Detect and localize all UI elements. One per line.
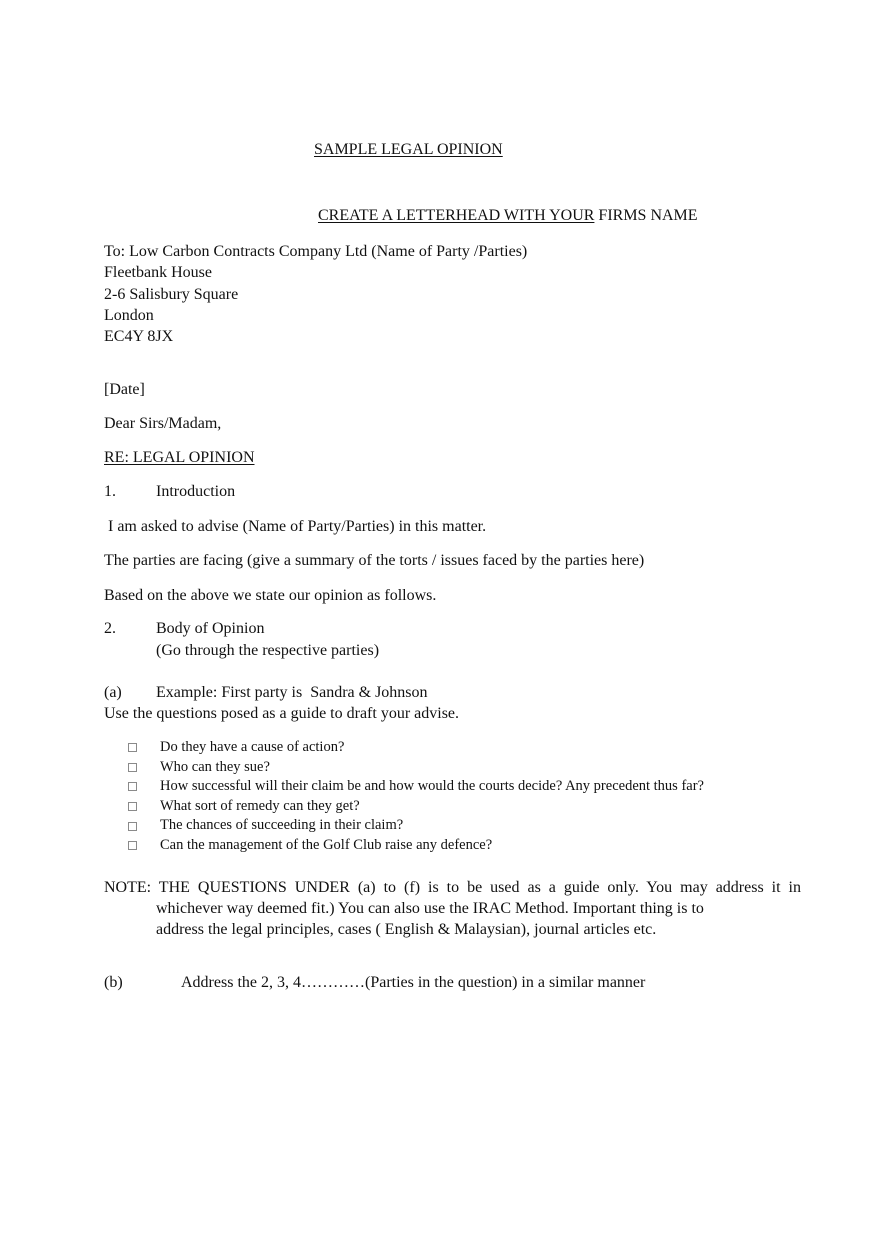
item-a-text: Example: First party is Sandra & Johnson — [156, 684, 428, 701]
section-2-number: 2. — [104, 620, 116, 637]
question-text: The chances of succeeding in their claim? — [160, 817, 404, 834]
item-a-label: (a) — [104, 684, 122, 701]
date-placeholder: [Date] — [104, 381, 145, 398]
checkbox-icon — [128, 802, 137, 811]
address-line-2: 2-6 Salisbury Square — [104, 285, 239, 303]
note-line-2: whichever way deemed fit.) You can also use the IRAC Method. Important thing is to — [156, 900, 704, 917]
list-item — [128, 816, 704, 836]
re-line: RE: LEGAL OPINION — [104, 449, 255, 466]
note-line-1: NOTE: THE QUESTIONS UNDER (a) to (f) is to be used as a guide only. You may address it in — [104, 879, 801, 896]
salutation: Dear Sirs/Madam, — [104, 415, 222, 432]
question-text: Can the management of the Golf Club raise any defence? — [160, 836, 493, 853]
checkbox-icon — [128, 782, 137, 791]
note-paragraph — [104, 877, 801, 940]
letterhead-instruction-underlined: CREATE A LETTERHEAD WITH YOUR — [318, 207, 595, 224]
section-2-heading: Body of Opinion — [156, 620, 265, 637]
question-text: How successful will their claim be and how would the courts decide? Any precedent thus far? — [160, 778, 704, 795]
item-a-guide: Use the questions posed as a guide to draft your advise. — [104, 705, 460, 722]
section-1-heading: Introduction — [156, 483, 236, 500]
question-text: What sort of remedy can they get? — [160, 797, 360, 814]
address-to: To: Low Carbon Contracts Company Ltd (Name of Party /Parties) — [104, 243, 528, 260]
checkbox-icon — [128, 743, 137, 752]
recipient-address — [104, 241, 527, 347]
item-b-text: Address the 2, 3, 4…………(Parties in the question) in a similar manner — [181, 974, 646, 991]
checkbox-icon — [128, 822, 137, 831]
address-postcode: EC4Y 8JX — [104, 328, 174, 346]
intro-paragraph-3: Based on the above we state our opinion as follows. — [104, 587, 437, 604]
letterhead-instruction — [264, 207, 698, 225]
checkbox-icon — [128, 763, 137, 772]
question-checklist — [128, 738, 704, 856]
document-title: SAMPLE LEGAL OPINION — [314, 141, 503, 158]
list-item — [128, 777, 704, 797]
letterhead-instruction-rest: FIRMS NAME — [594, 207, 698, 224]
list-item — [128, 758, 704, 778]
address-line-3: London — [104, 306, 154, 324]
section-2-subheading: (Go through the respective parties) — [156, 642, 380, 659]
address-line-1: Fleetbank House — [104, 264, 212, 282]
intro-paragraph-2: The parties are facing (give a summary of the torts / issues faced by the parties here) — [104, 552, 645, 569]
question-text: Who can they sue? — [160, 758, 270, 775]
list-item — [128, 836, 704, 856]
intro-paragraph-1: I am asked to advise (Name of Party/Parties) in this matter. — [108, 518, 487, 535]
list-item — [128, 797, 704, 817]
note-line-3: address the legal principles, cases ( English & Malaysian), journal articles etc. — [156, 921, 657, 938]
section-1-number: 1. — [104, 483, 116, 500]
list-item — [128, 738, 704, 758]
question-text: Do they have a cause of action? — [160, 739, 345, 755]
checkbox-icon — [128, 841, 137, 850]
item-b-label: (b) — [104, 974, 123, 991]
